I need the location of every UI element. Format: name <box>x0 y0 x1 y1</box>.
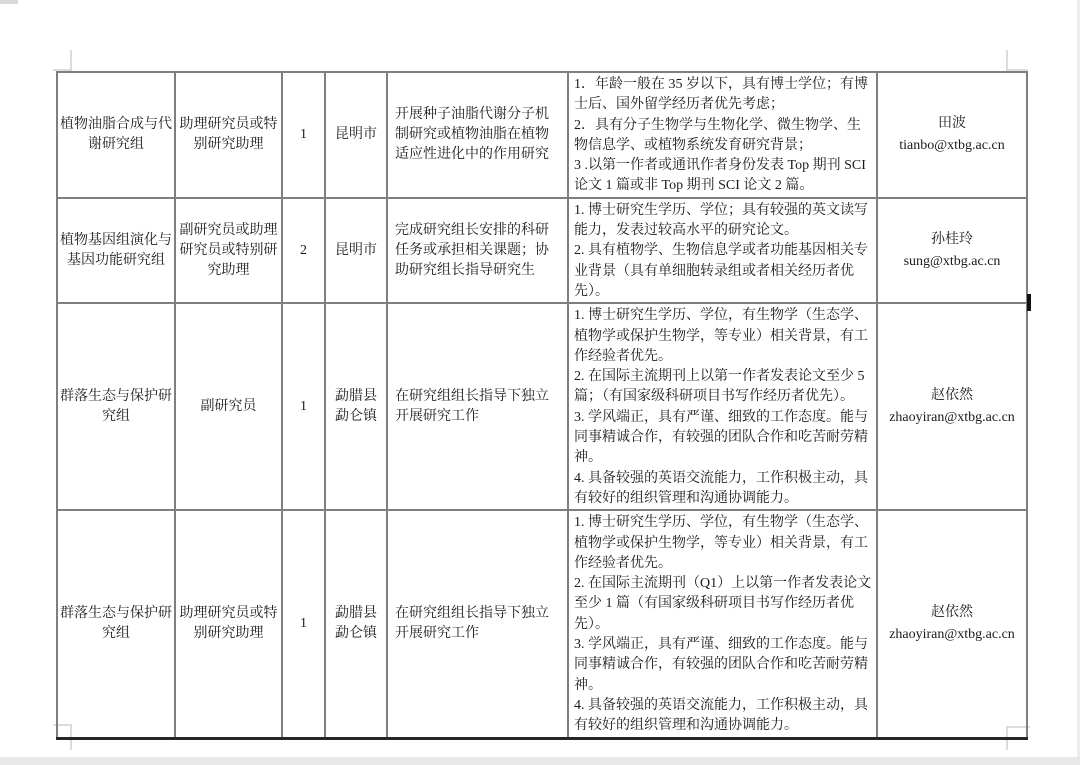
requirement-item: 4. 具备较强的英语交流能力，工作积极主动，具有较好的组织管理和沟通协调能力。 <box>574 697 868 734</box>
requirement-item: 1．年龄一般在 35 岁以下，具有博士学位；有博士后、国外留学经历者优先考虑； <box>574 77 868 113</box>
headcount-text: 1 <box>300 615 307 631</box>
table-row <box>57 72 1027 198</box>
position-text: 助理研究员或特别研究助理 <box>179 605 278 641</box>
duties-cell <box>387 72 568 198</box>
requirement-item: 2. 具有植物学、生物信息学或者功能基因相关专业背景（具有单细胞转录组或者相关经历者优先）。 <box>574 243 868 299</box>
requirement-item: 2. 在国际主流期刊上以第一作者发表论文至少 5 篇；（有国家级科研项目书写作经历者优先）。 <box>574 369 865 405</box>
position-cell <box>175 303 282 510</box>
research-group-cell <box>57 72 175 198</box>
research-group-cell <box>57 303 175 510</box>
location-text: 昆明市 <box>335 126 377 142</box>
location-cell <box>325 303 387 510</box>
requirements-cell <box>568 198 877 303</box>
table-row <box>57 198 1027 303</box>
research-group-text: 群落生态与保护研究组 <box>60 605 172 641</box>
headcount-text: 1 <box>300 398 307 414</box>
headcount-cell <box>282 303 325 510</box>
headcount-cell <box>282 198 325 303</box>
location-text: 勐腊县勐仑镇 <box>335 388 377 424</box>
research-group-cell <box>57 510 175 738</box>
contact-email: zhaoyiran@xtbg.ac.cn <box>889 409 1015 425</box>
requirement-item: 1. 博士研究生学历、学位；具有较强的英文读写能力，发表过较高水平的研究论文。 <box>574 202 868 239</box>
duties-text: 开展种子油脂代谢分子机制研究或植物油脂在植物适应性进化中的作用研究 <box>395 106 549 162</box>
contact-email: tianbo@xtbg.ac.cn <box>899 137 1005 153</box>
contact-cell <box>877 510 1027 738</box>
position-text: 助理研究员或特别研究助理 <box>179 116 278 152</box>
requirement-item: 2. 在国际主流期刊（Q1）上以第一作者发表论文至少 1 篇（有国家级科研项目书写作经历者优先）。 <box>574 576 872 632</box>
revision-bar <box>1027 294 1031 311</box>
location-text: 勐腊县勐仑镇 <box>335 605 377 641</box>
contact-email: sung@xtbg.ac.cn <box>903 253 1001 269</box>
duties-text: 完成研究组长安排的科研任务或承担相关课题；协助研究组长指导研究生 <box>395 222 549 278</box>
position-text: 副研究员或助理研究员或特别研究助理 <box>179 222 278 278</box>
headcount-text: 1 <box>300 126 307 142</box>
table-row <box>57 510 1027 738</box>
location-cell <box>325 72 387 198</box>
duties-cell <box>387 303 568 510</box>
requirement-item: 3. 学风端正，具有严谨、细致的工作态度。能与同事精诚合作，有较强的团队合作和吃苦耐劳精神。 <box>574 637 868 693</box>
position-cell <box>175 72 282 198</box>
research-group-text: 植物基因组演化与基因功能研究组 <box>60 232 172 268</box>
position-cell <box>175 198 282 303</box>
requirements-cell <box>568 510 877 738</box>
headcount-cell <box>282 72 325 198</box>
requirements-cell <box>568 72 877 198</box>
research-group-text: 植物油脂合成与代谢研究组 <box>60 116 172 152</box>
requirement-item: 4. 具备较强的英语交流能力，工作积极主动，具有较好的组织管理和沟通协调能力。 <box>574 470 868 506</box>
headcount-text: 2 <box>300 242 307 258</box>
requirement-item: 1. 博士研究生学历、学位，有生物学（生态学、植物学或保护生物学，等专业）相关背景，有工作经验者优先。 <box>574 515 868 571</box>
contact-name: 孙桂玲 <box>931 231 973 247</box>
page-bottom-edge <box>0 757 1080 765</box>
headcount-cell <box>282 510 325 738</box>
requirement-item: 3 .以第一作者或通讯作者身份发表 Top 期刊 SCI 论文 1 篇或非 Top 期刊 SCI 论文 2 篇。 <box>574 158 866 194</box>
research-group-text: 群落生态与保护研究组 <box>60 388 172 424</box>
location-text: 昆明市 <box>335 242 377 258</box>
location-cell <box>325 198 387 303</box>
contact-name: 赵依然 <box>931 387 973 403</box>
research-group-cell <box>57 198 175 303</box>
text-boundary-mark-top-left <box>53 50 72 71</box>
duties-cell <box>387 198 568 303</box>
position-cell <box>175 510 282 738</box>
recruitment-table <box>56 71 1028 740</box>
duties-text: 在研究组组长指导下独立开展研究工作 <box>395 605 549 641</box>
location-cell <box>325 510 387 738</box>
requirement-item: 3. 学风端正，具有严谨、细致的工作态度。能与同事精诚合作，有较强的团队合作和吃苦耐劳精神。 <box>574 409 868 466</box>
duties-text: 在研究组组长指导下独立开展研究工作 <box>395 388 549 424</box>
contact-cell <box>877 303 1027 510</box>
requirements-cell <box>568 303 877 510</box>
requirement-item: 1. 博士研究生学历、学位，有生物学（生态学、植物学或保护生物学，等专业）相关背景，有工作经验者优先。 <box>574 308 868 364</box>
text-boundary-mark-top-right <box>1006 50 1028 71</box>
contact-cell <box>877 72 1027 198</box>
contact-cell <box>877 198 1027 303</box>
contact-name: 赵依然 <box>931 604 973 620</box>
requirement-item: 2．具有分子生物学与生物化学、微生物学、生物信息学、或植物系统发育研究背景； <box>574 117 861 153</box>
contact-email: zhaoyiran@xtbg.ac.cn <box>889 626 1015 642</box>
contact-name: 田波 <box>938 115 966 131</box>
page-edge-artifact <box>0 0 18 4</box>
duties-cell <box>387 510 568 738</box>
position-text: 副研究员 <box>200 398 257 414</box>
table-row <box>57 303 1027 510</box>
